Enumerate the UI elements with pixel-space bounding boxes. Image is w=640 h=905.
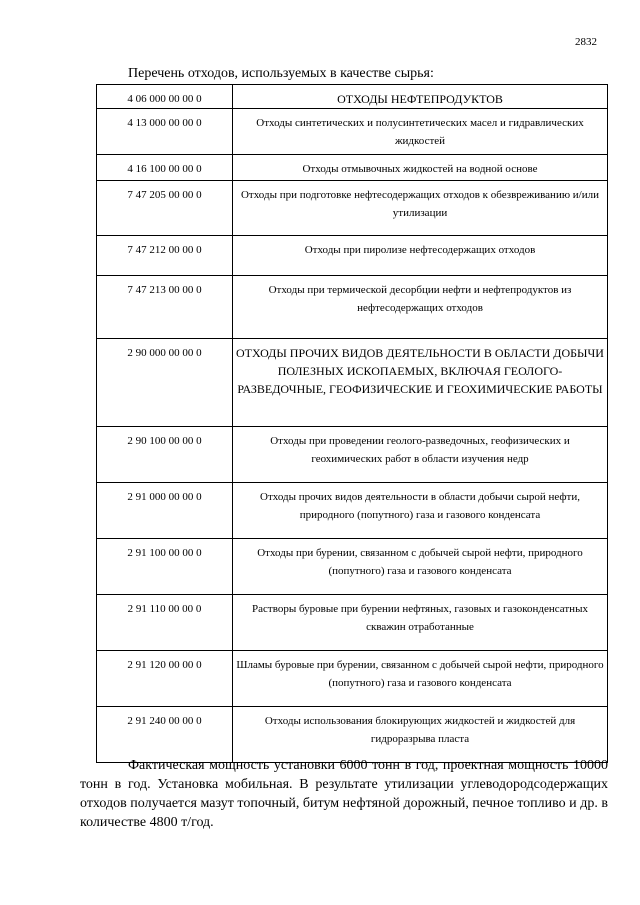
waste-code: 2 91 240 00 00 0: [97, 707, 233, 763]
waste-code: 4 16 100 00 00 0: [97, 155, 233, 181]
table-row: [97, 236, 608, 276]
waste-name: Отходы при термической десорбции нефти и нефтепродуктов из нефтесодержащих отходов: [233, 276, 608, 339]
table-row: [97, 595, 608, 651]
waste-name: Отходы отмывочных жидкостей на водной основе: [233, 155, 608, 181]
waste-code: 2 91 000 00 00 0: [97, 483, 233, 539]
table-row: [97, 181, 608, 236]
waste-name: ОТХОДЫ НЕФТЕПРОДУКТОВ: [233, 85, 608, 109]
waste-name: Отходы использования блокирующих жидкостей и жидкостей для гидроразрыва пласта: [233, 707, 608, 763]
waste-code: 4 06 000 00 00 0: [97, 85, 233, 109]
waste-name: Отходы при подготовке нефтесодержащих отходов к обезвреживанию и/или утилизации: [233, 181, 608, 236]
waste-code: 2 90 100 00 00 0: [97, 427, 233, 483]
waste-name: Растворы буровые при бурении нефтяных, газовых и газоконденсатных скважин отработанные: [233, 595, 608, 651]
table-row: [97, 155, 608, 181]
waste-code: 2 91 100 00 00 0: [97, 539, 233, 595]
table-row: [97, 276, 608, 339]
table-row: [97, 339, 608, 427]
waste-name: Отходы при проведении геолого-разведочных, геофизических и геохимических работ в области изучения недр: [233, 427, 608, 483]
waste-code: 7 47 213 00 00 0: [97, 276, 233, 339]
waste-code: 4 13 000 00 00 0: [97, 109, 233, 155]
waste-code: 2 91 110 00 00 0: [97, 595, 233, 651]
table-row: [97, 109, 608, 155]
summary-paragraph: Фактическая мощность установки 6000 тонн в год, проектная мощность 10000 тонн в год. Установка мобильная. В результате утилизации углеводородсодержащих отходов получается мазут топочный, битум нефтяной дорожный, печное топливо и др. в количестве 4800 т/год.: [80, 758, 608, 830]
waste-name: Отходы при бурении, связанном с добычей сырой нефти, природного (попутного) газа и газового конденсата: [233, 539, 608, 595]
table-row: [97, 651, 608, 707]
waste-name: Отходы синтетических и полусинтетических масел и гидравлических жидкостей: [233, 109, 608, 155]
waste-name: Отходы прочих видов деятельности в области добычи сырой нефти, природного (попутного) газа и газового конденсата: [233, 483, 608, 539]
waste-code: 2 90 000 00 00 0: [97, 339, 233, 427]
waste-code: 7 47 205 00 00 0: [97, 181, 233, 236]
table-row: [97, 427, 608, 483]
capacity-summary: [80, 756, 608, 832]
table-row: [97, 539, 608, 595]
table-caption: Перечень отходов, используемых в качестве сырья:: [128, 66, 434, 81]
waste-name: Отходы при пиролизе нефтесодержащих отходов: [233, 236, 608, 276]
waste-code: 2 91 120 00 00 0: [97, 651, 233, 707]
waste-code: 7 47 212 00 00 0: [97, 236, 233, 276]
table-row: [97, 483, 608, 539]
table-row: [97, 85, 608, 109]
waste-name: Шламы буровые при бурении, связанном с добычей сырой нефти, природного (попутного) газа и газового конденсата: [233, 651, 608, 707]
waste-codes-table: [96, 84, 608, 763]
waste-name: ОТХОДЫ ПРОЧИХ ВИДОВ ДЕЯТЕЛЬНОСТИ В ОБЛАСТИ ДОБЫЧИ ПОЛЕЗНЫХ ИСКОПАЕМЫХ, ВКЛЮЧАЯ ГЕОЛОГО-РАЗВЕДОЧНЫЕ, ГЕОФИЗИЧЕСКИЕ И ГЕОХИМИЧЕСКИЕ РАБОТЫ: [233, 339, 608, 427]
table-row: [97, 707, 608, 763]
page-number: 2832: [575, 36, 597, 48]
